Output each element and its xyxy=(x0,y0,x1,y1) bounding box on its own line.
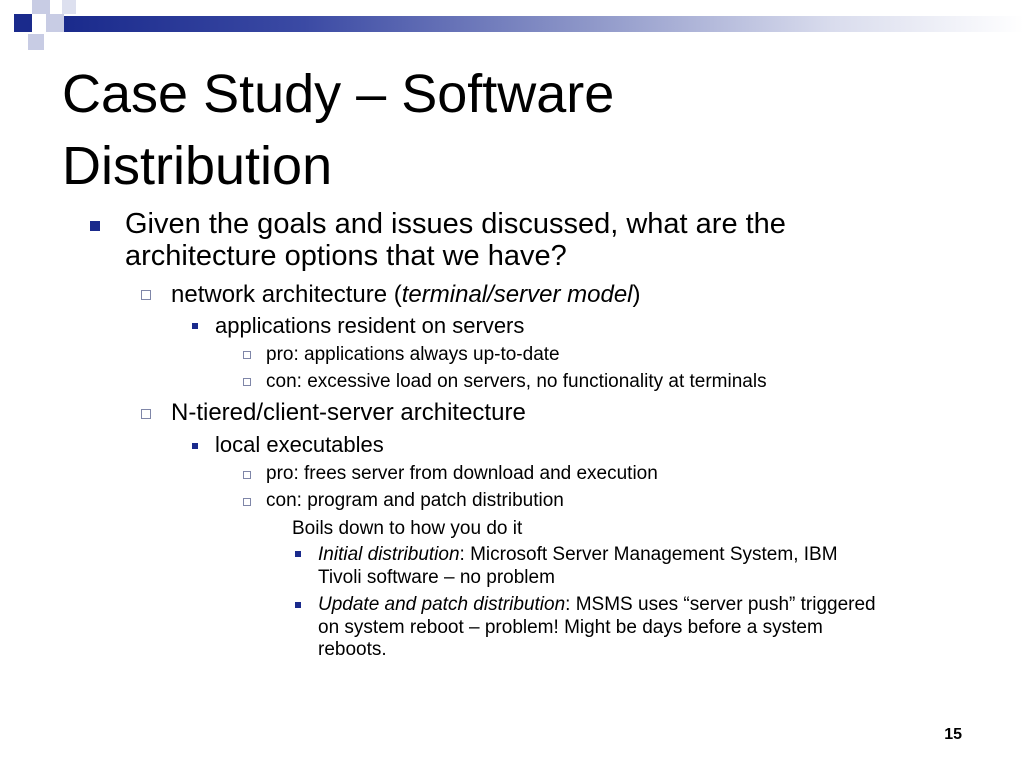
corner-square-light xyxy=(32,0,50,14)
bullet-update-distribution-line1 xyxy=(318,594,876,616)
slide-title-line2: Distribution xyxy=(62,136,333,196)
square-bullet-small xyxy=(192,443,198,449)
bullet-initial-distribution-line1 xyxy=(318,544,838,566)
slide-title xyxy=(62,58,982,202)
corner-square-light xyxy=(46,14,64,32)
initial-distribution-label: Initial distribution xyxy=(318,544,460,565)
page-number: 15 xyxy=(944,726,962,743)
square-bullet-tiny xyxy=(295,551,301,557)
network-architecture-close: ) xyxy=(632,281,641,308)
bullet-network-architecture xyxy=(171,281,641,309)
corner-square-light xyxy=(28,34,44,50)
update-distribution-label: Update and patch distribution xyxy=(318,594,566,615)
header-gradient-bar xyxy=(64,16,1024,32)
bullet-update-distribution-line2: on system reboot – problem! Might be days before a system xyxy=(318,617,823,638)
bullet-update-distribution-line3: reboots. xyxy=(318,639,387,660)
slide-title-line1: Case Study – Software xyxy=(62,64,615,124)
hollow-square-bullet-small xyxy=(243,378,251,386)
hollow-square-bullet-small xyxy=(243,351,251,359)
bullet-pro-1: pro: applications always up-to-date xyxy=(266,344,560,365)
bullet-pro-2: pro: frees server from download and execution xyxy=(266,463,658,484)
bullet-con-1: con: excessive load on servers, no functionality at terminals xyxy=(266,371,767,392)
corner-square-dark xyxy=(14,14,32,32)
bullet-applications-resident: applications resident on servers xyxy=(215,313,525,338)
bullet-l1-line1: Given the goals and issues discussed, what are the xyxy=(125,208,786,240)
bullet-local-executables: local executables xyxy=(215,432,384,457)
hollow-square-bullet-small xyxy=(243,498,251,506)
initial-distribution-text: : Microsoft Server Management System, IBM xyxy=(459,544,838,565)
hollow-square-bullet xyxy=(141,290,151,300)
bullet-ntiered: N-tiered/client-server architecture xyxy=(171,399,526,426)
bullet-l1-line2: architecture options that we have? xyxy=(125,240,567,272)
corner-square-mid xyxy=(62,0,76,14)
terminal-server-model-text: terminal/server model xyxy=(401,281,633,308)
network-architecture-text: network architecture ( xyxy=(171,281,402,308)
bullet-con-2: con: program and patch distribution xyxy=(266,490,564,511)
hollow-square-bullet xyxy=(141,409,151,419)
text-boils-down: Boils down to how you do it xyxy=(292,518,523,539)
square-bullet xyxy=(90,221,100,231)
bullet-initial-distribution-line2: Tivoli software – no problem xyxy=(318,567,555,588)
square-bullet-tiny xyxy=(295,602,301,608)
hollow-square-bullet-small xyxy=(243,471,251,479)
square-bullet-small xyxy=(192,323,198,329)
update-distribution-text: : MSMS uses “server push” triggered xyxy=(565,594,876,615)
